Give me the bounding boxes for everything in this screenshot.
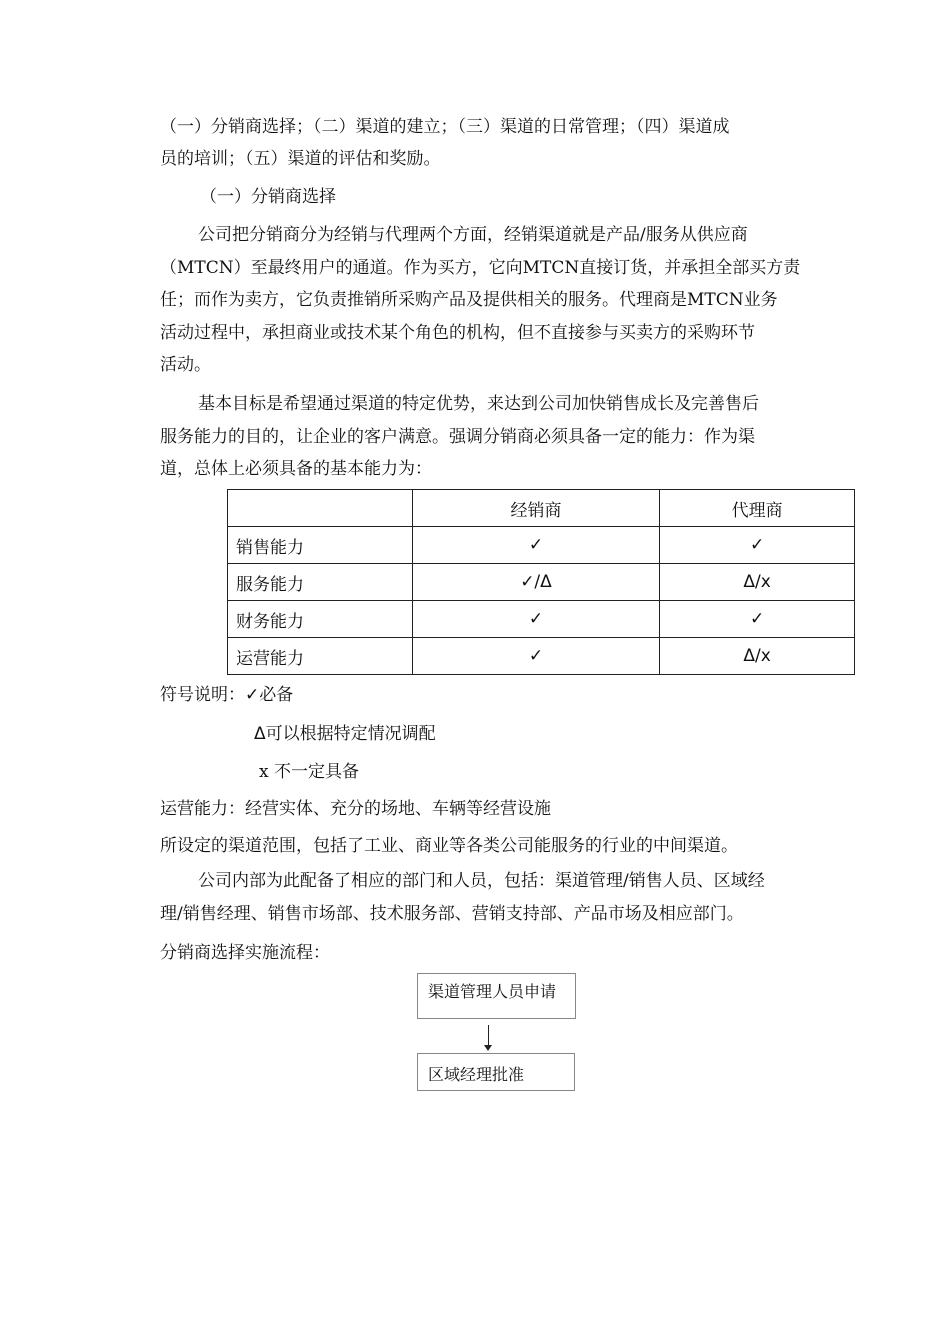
flow-arrow-line <box>488 1025 489 1047</box>
para1-line-1: 公司把分销商分为经销与代理两个方面，经销渠道就是产品/服务从供应商 <box>198 225 748 245</box>
table-header-dealer: 经销商 <box>412 490 660 527</box>
legend-title: 符号说明： <box>160 685 245 705</box>
agent-cell: Δ/x <box>660 564 855 601</box>
table-row <box>228 527 855 564</box>
para2-line-1: 基本目标是希望通过渠道的特定优势，来达到公司加快销售成长及完善售后 <box>198 394 759 414</box>
table-row <box>228 638 855 675</box>
section-heading: （一）分销商选择 <box>200 187 336 207</box>
para1-line-3: 任；而作为卖方，它负责推销所采购产品及提供相关的服务。代理商是MTCN业务 <box>160 290 778 310</box>
intro-line-2: 员的培训；（五）渠道的评估和奖励。 <box>160 149 441 169</box>
row-label: 服务能力 <box>228 564 413 601</box>
row-label: 运营能力 <box>228 638 413 675</box>
row-label: 销售能力 <box>228 527 413 564</box>
table-header-empty <box>228 490 413 527</box>
dealer-cell: ✓ <box>412 527 660 564</box>
agent-cell: ✓ <box>660 527 855 564</box>
flow-step-apply <box>417 973 576 1019</box>
intro-line-1: （一）分销商选择；（二）渠道的建立；（三）渠道的日常管理；（四）渠道成 <box>160 117 730 137</box>
flow-step-approve-label: 区域经理批准 <box>428 1065 525 1084</box>
para1-line-4: 活动过程中，承担商业或技术某个角色的机构，但不直接参与买卖方的采购环节 <box>160 323 755 343</box>
para2-line-3: 道，总体上必须具备的基本能力为： <box>160 459 432 479</box>
para3-line-2: 理/销售经理、销售市场部、技术服务部、营销支持部、产品市场及相应部门。 <box>160 904 744 924</box>
dealer-cell: ✓ <box>412 638 660 675</box>
legend-x: x 不一定具备 <box>259 762 359 782</box>
capability-table <box>227 489 855 675</box>
arrow-down-icon <box>484 1045 492 1051</box>
legend-check: ✓必备 <box>245 685 294 705</box>
ops-line: 运营能力：经营实体、充分的场地、车辆等经营设施 <box>160 799 551 819</box>
agent-cell: Δ/x <box>660 638 855 675</box>
legend-line <box>160 684 293 706</box>
para3-line-1: 公司内部为此配备了相应的部门和人员，包括：渠道管理/销售人员、区域经 <box>198 871 765 891</box>
para2-line-2: 服务能力的目的，让企业的客户满意。强调分销商必须具备一定的能力：作为渠 <box>160 427 755 447</box>
para1-line-2: （MTCN）至最终用户的通道。作为买方，它向MTCN直接订货，并承担全部买方责 <box>160 258 801 278</box>
table-row <box>228 564 855 601</box>
dealer-cell: ✓/Δ <box>412 564 660 601</box>
flow-step-approve <box>417 1053 575 1091</box>
legend-delta: Δ可以根据特定情况调配 <box>254 724 436 744</box>
flow-title: 分销商选择实施流程： <box>160 943 330 963</box>
agent-cell: ✓ <box>660 601 855 638</box>
table-header-row <box>228 490 855 527</box>
scope-line: 所设定的渠道范围，包括了工业、商业等各类公司能服务的行业的中间渠道。 <box>160 836 738 856</box>
table-header-agent: 代理商 <box>660 490 855 527</box>
row-label: 财务能力 <box>228 601 413 638</box>
flow-step-apply-label: 渠道管理人员申请 <box>428 982 557 1001</box>
para1-line-5: 活动。 <box>160 355 211 375</box>
dealer-cell: ✓ <box>412 601 660 638</box>
table-row <box>228 601 855 638</box>
